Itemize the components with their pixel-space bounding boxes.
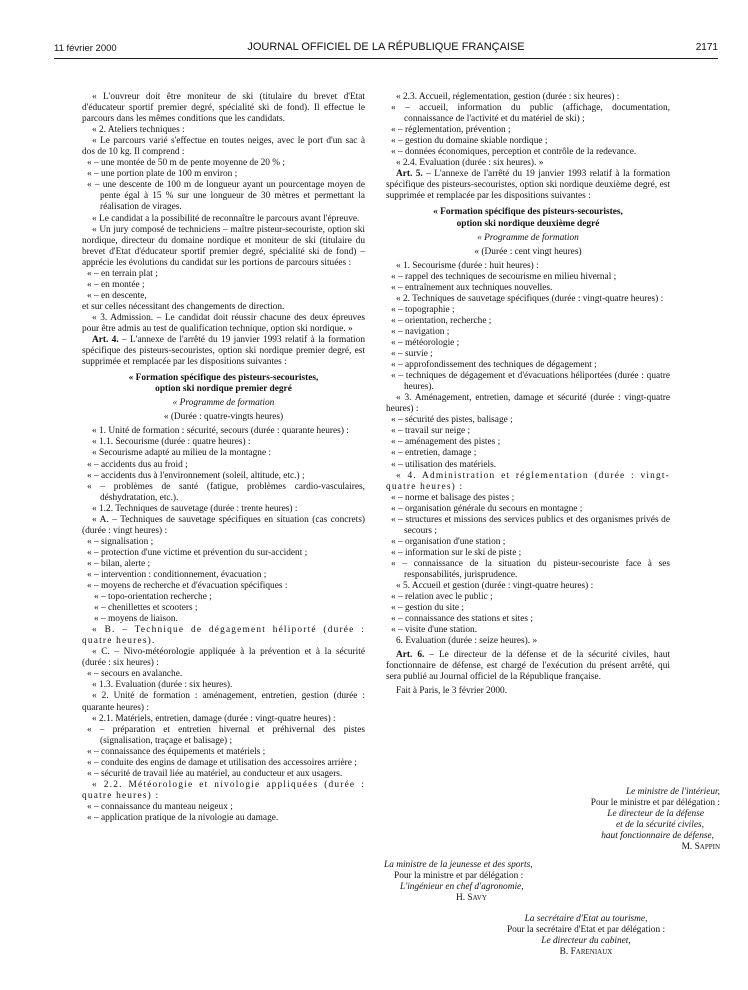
signature-line: La ministre de la jeunesse et des sports,: [384, 860, 533, 870]
paragraph: Fait à Paris, le 3 février 2000.: [396, 686, 508, 697]
list-item: « – une portion plate de 100 m environ ;: [87, 169, 238, 180]
paragraph: « Le candidat a la possibilité de reconnaître le parcours avant l'épreuve.: [92, 213, 360, 224]
signature-line: Pour la secrétaire d'Etat et par délégation :: [506, 925, 666, 936]
paragraph: « 1.3. Evaluation (durée : six heures).: [92, 680, 233, 691]
list-item: « – connaissance du manteau neigeux ;: [87, 801, 233, 812]
paragraph: « 4. Administration et réglementation (durée : vingt-quatre heures) :: [386, 470, 670, 492]
list-item: « – connaissance de la situation du pisteur-secouriste face à ses responsabilités, jurisprudence.: [391, 558, 670, 580]
right-column: [386, 92, 670, 697]
article-paragraph: [386, 169, 670, 202]
article-label: Art. 6.: [396, 650, 425, 661]
list-item: « – moyens de recherche et d'évacuation spécifiques :: [87, 581, 288, 592]
list-item: « – gestion du domaine skiable nordique ;: [391, 136, 548, 147]
list-item: « – relation avec le public ;: [391, 592, 493, 603]
list-item: « – en montée ;: [87, 279, 145, 290]
paragraph: « 1. Secourisme (durée : huit heures) :: [396, 260, 539, 271]
paragraph: « A. – Techniques de sauvetage spécifiques en situation (cas concrets) (durée : vingt heures) :: [82, 514, 365, 536]
list-item: « – information sur le ski de piste ;: [391, 547, 522, 558]
article-text: – L'annexe de l'arrêté du 19 janvier 1993 relatif à la formation spécifique des pisteurs-secouristes, option ski nordique deuxième degré, est supprimée et remplacée par les dispositions suivantes :: [386, 169, 670, 202]
list-item: « – préparation et entretien hivernal et préhivernal des pistes (signalisation, traçage et balisage) ;: [87, 724, 365, 746]
paragraph: 6. Evaluation (durée : seize heures). »: [396, 636, 538, 647]
list-item: « – survie ;: [391, 349, 433, 360]
list-item: « – entretien, damage ;: [391, 448, 477, 459]
list-item: « – réglementation, prévention ;: [391, 125, 511, 136]
signature-line: Le ministre de l'intérieur,: [625, 787, 720, 797]
list-item: « – sécurité des pistes, balisage ;: [391, 415, 513, 426]
paragraph: « Un jury composé de techniciens – maître pisteur-secouriste, option ski nordique, directeur du domaine nordique et moniteur de ski (titulaire du brevet d'Etat d'éducateur sportif premier degré, spécialité ski de fond) – apprécie les évolutions du candidat sur les portions de parcours situées :: [82, 224, 365, 268]
paragraph: « 1. Unité de formation : sécurité, secours (durée : quarante heures) :: [92, 426, 349, 437]
signature-line: B. Fareniaux: [559, 947, 613, 958]
list-item: « – utilisation des matériels.: [391, 459, 497, 470]
list-item: « – signalisation ;: [87, 536, 154, 547]
list-item: « – une descente de 100 m de longueur ayant un pourcentage moyen de pente égal à 15 % sur une longueur de 30 mètres et permettant la réalisation de virages.: [87, 180, 365, 213]
signature-line: H. Savy: [456, 893, 487, 904]
paragraph: « 3. Admission. – Le candidat doit réussir chacune des deux épreuves pour être admis au test de qualification technique, option ski nordique. »: [82, 312, 365, 334]
list-item: « – conduite des engins de damage et utilisation des accessoires arrière ;: [87, 757, 357, 768]
signature-line: haut fonctionnaire de défense,: [601, 831, 714, 842]
sub-list-item: « – moyens de liaison.: [94, 614, 178, 625]
list-item: « – accueil, information du public (affichage, documentation, connaissance de l'activité et du matériel de ski) ;: [391, 103, 670, 125]
journal-title: JOURNAL OFFICIEL DE LA RÉPUBLIQUE FRANÇAISE: [247, 41, 525, 53]
signature-line: L'ingénieur en chef d'agronomie,: [400, 882, 524, 893]
article-label: Art. 5.: [396, 169, 423, 180]
paragraph: « L'ouvreur doit être moniteur de ski (titulaire du brevet d'Etat d'éducateur sportif premier degré, spécialité ski de fond). Il effectue le parcours dans les mêmes conditions que les candidats.: [82, 92, 365, 125]
paragraph: « 2.3. Accueil, réglementation, gestion (durée : six heures) :: [396, 92, 620, 102]
signature-youth-sports: [384, 860, 584, 904]
paragraph: « 1.2. Techniques de sauvetage (durée : trente heures) :: [92, 503, 298, 514]
list-item: « – une montée de 50 m de pente moyenne de 20 % ;: [87, 158, 285, 169]
list-item: « – organisation d'une station ;: [391, 536, 506, 547]
section-heading: option ski nordique deuxième degré: [456, 218, 600, 229]
list-item: « – aménagement des pistes ;: [391, 437, 501, 448]
signature-line: Pour la ministre et par délégation :: [394, 871, 524, 882]
list-item: « – sécurité de travail liée au matériel, au conducteur et aux usagers.: [87, 768, 343, 779]
paragraph: « Secourisme adapté au milieu de la montagne :: [92, 448, 272, 459]
duration-heading: « (Durée : quatre-vingts heures): [163, 412, 284, 423]
list-item: « – norme et balisage des pistes ;: [391, 492, 515, 503]
paragraph: « 2. Unité de formation : aménagement, entretien, gestion (durée : quarante heures) :: [82, 691, 365, 713]
section-heading: option ski nordique premier degré: [155, 384, 292, 395]
left-column: [82, 92, 365, 824]
paragraph: « B. – Technique de dégagement héliporté (durée : quatre heures).: [82, 625, 365, 647]
signature-line: La secrétaire d'Etat au tourisme,: [524, 914, 648, 924]
issue-date: 11 février 2000: [54, 43, 117, 54]
list-item: « – connaissance des stations et sites ;: [391, 614, 533, 625]
list-item: « – orientation, recherche ;: [391, 315, 492, 326]
article-text: – Le directeur de la défense et de la sécurité civiles, haut fonctionnaire de défense, est chargé de l'exécution du présent arrêté, qui sera publié au Journal officiel de la République française.: [386, 650, 670, 683]
list-item: « – problèmes de santé (fatigue, problèmes cardio-vasculaires, déshydratation, etc.).: [87, 481, 365, 503]
list-item: « – secours en avalanche.: [87, 669, 183, 680]
program-heading: « Programme de formation: [477, 232, 579, 243]
list-item: « – bilan, alerte ;: [87, 558, 151, 569]
list-item: « – structures et missions des services publics et des organismes privés de secours ;: [391, 514, 670, 536]
paragraph: « 2.4. Evaluation (durée : six heures). »: [396, 158, 544, 169]
program-heading: « Programme de formation: [172, 398, 275, 409]
paragraph: « 3. Aménagement, entretien, damage et sécurité (durée : vingt-quatre heures) :: [386, 393, 670, 415]
sub-list-item: « – chenillettes et scooters ;: [94, 603, 198, 614]
paragraph: « 2. Ateliers techniques :: [92, 125, 185, 136]
list-item: « – accidents dus au froid ;: [87, 459, 188, 470]
list-item: « – topographie ;: [391, 304, 455, 315]
list-item: « – rappel des techniques de secourisme en milieu hivernal ;: [391, 271, 617, 282]
article-text: – L'annexe de l'arrêté du 19 janvier 1993 relatif à la formation spécifique des pisteurs-secouristes, option ski nordique premier degré, est supprimée et remplacée par les dispositions suivantes :: [82, 335, 366, 368]
article-label: Art. 4.: [92, 335, 119, 346]
page-number: 2171: [695, 42, 718, 53]
signature-line: Le directeur du cabinet,: [541, 936, 631, 947]
list-item: « – visite d'une station.: [391, 625, 478, 636]
list-item: « – approfondissement des techniques de dégagement ;: [391, 360, 597, 371]
paragraph: « 1.1. Secourisme (durée : quatre heures) :: [92, 437, 251, 448]
list-item: « – intervention : conditionnement, évacuation ;: [87, 569, 267, 580]
article-paragraph: [386, 650, 670, 683]
list-item: « – travail sur neige ;: [391, 426, 471, 437]
signature-line: M. Sappin: [681, 842, 720, 853]
list-item: « – entraînement aux techniques nouvelles.: [391, 282, 553, 293]
list-item: « – application pratique de la nivologie au damage.: [87, 813, 279, 823]
list-item: « – en terrain plat ;: [87, 268, 158, 279]
list-item: « – organisation générale du secours en montagne ;: [391, 503, 583, 514]
list-item: « – en descente,: [87, 290, 147, 301]
paragraph: et sur celles nécessitant des changements de direction.: [82, 301, 285, 312]
signature-line: et de la sécurité civiles,: [616, 820, 704, 831]
list-item: « – données économiques, perception et contrôle de la redevance.: [391, 147, 637, 158]
list-item: « – navigation ;: [391, 326, 450, 337]
section-heading: « Formation spécifique des pisteurs-secouristes,: [433, 207, 623, 218]
duration-heading: « (Durée : cent vingt heures): [474, 246, 582, 257]
list-item: « – accidents dus à l'environnement (soleil, altitude, etc.) ;: [87, 470, 305, 481]
paragraph: « 2.1. Matériels, entretien, damage (durée : vingt-quatre heures) :: [92, 713, 336, 724]
header-rule: [54, 58, 718, 59]
list-item: « – techniques de dégagement et d'évacuations héliportées (durée : quatre heures).: [391, 371, 670, 393]
sub-list-item: « – topo-orientation recherche ;: [94, 592, 212, 603]
signature-line: Pour le ministre et par délégation :: [590, 798, 720, 809]
signature-line: Le directeur de la défense: [607, 809, 704, 820]
list-item: « – météorologie ;: [391, 337, 460, 348]
list-item: « – connaissance des équipements et matériels ;: [87, 746, 266, 757]
paragraph: « 2. Techniques de sauvetage spécifiques (durée : vingt-quatre heures) :: [396, 293, 664, 304]
signature-interior: [520, 787, 720, 853]
paragraph: « 2.2. Météorologie et nivologie appliquées (durée : quatre heures) :: [82, 779, 365, 801]
signature-tourism: [476, 914, 696, 958]
list-item: « – gestion du site ;: [391, 603, 464, 614]
paragraph: « Le parcours varié s'effectue en toutes neiges, avec le port d'un sac à dos de 10 kg. Il comprend :: [82, 136, 365, 158]
list-item: « – protection d'une victime et prévention du sur-accident ;: [87, 547, 308, 558]
paragraph: « 5. Accueil et gestion (durée : vingt-quatre heures) :: [396, 581, 594, 592]
section-heading: « Formation spécifique des pisteurs-secouristes,: [128, 373, 319, 384]
paragraph: « C. – Nivo-météorologie appliquée à la prévention et à la sécurité (durée : six heures) :: [82, 647, 365, 669]
page-header: [54, 41, 718, 55]
article-paragraph: [82, 335, 365, 368]
